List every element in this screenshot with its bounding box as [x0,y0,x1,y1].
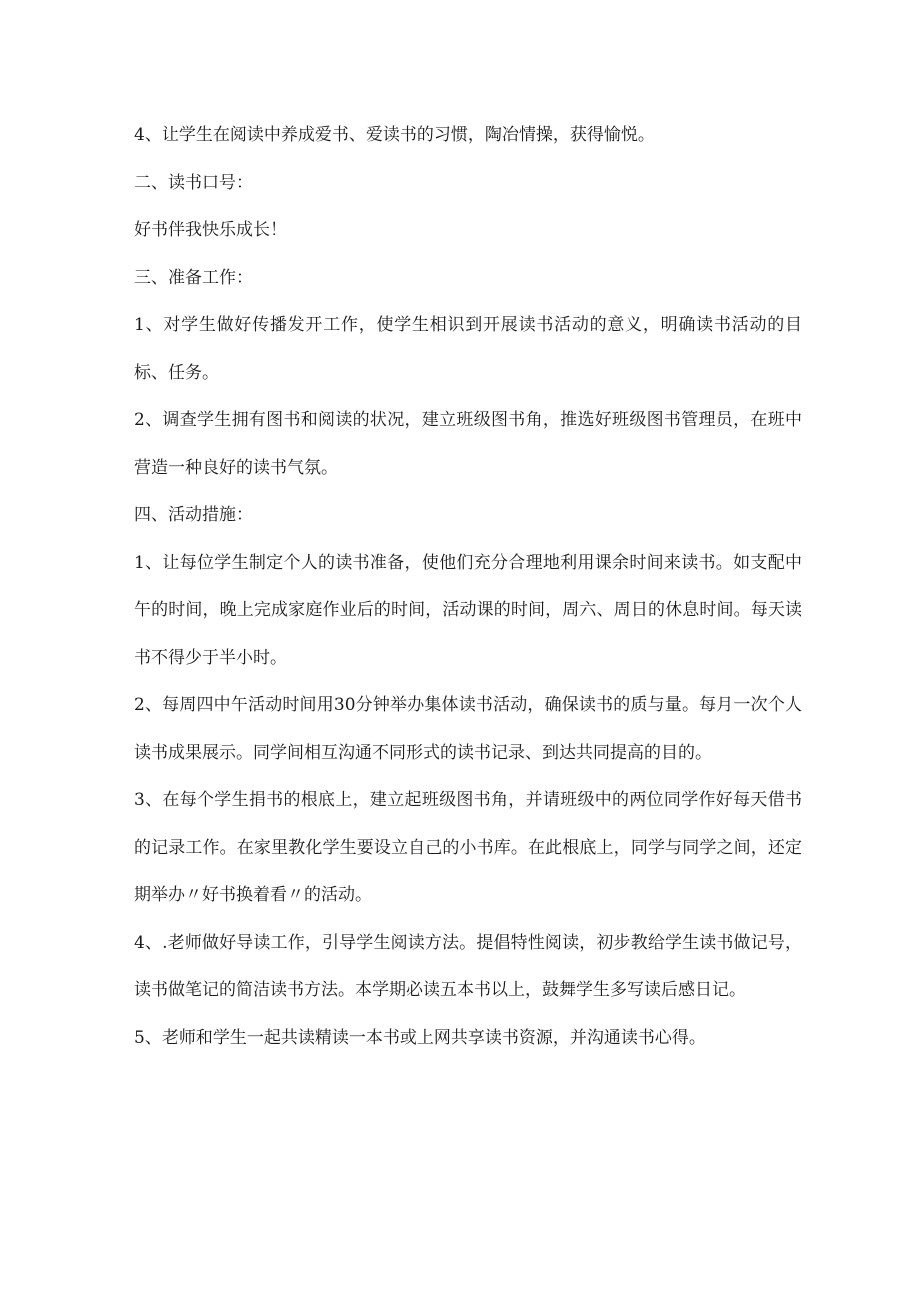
heading-preparation: 三、准备工作： [134,267,253,288]
heading-reading-slogan: 二、读书口号： [134,172,253,193]
document-body [134,112,802,1062]
paragraph-prep-2: 2、调查学生拥有图书和阅读的状况，建立班级图书角，推选好班级图书管理员，在班中营造一种良好的读书气氛。 [134,410,802,478]
paragraph-goal-4: 4、让学生在阅读中养成爱书、爱读书的习惯，陶冶情操，获得愉悦。 [134,125,655,145]
paragraph-prep-1: 1、对学生做好传播发开工作，使学生相识到开展读书活动的意义，明确读书活动的目标、任务。 [134,315,802,383]
paragraph-measure-1: 1、让每位学生制定个人的读书准备，使他们充分合理地利用课余时间来读书。如支配中午的时间，晚上完成家庭作业后的时间，活动课的时间，周六、周日的休息时间。每天读书不得少于半小时。 [134,552,802,668]
heading-activity-measures: 四、活动措施： [134,505,253,525]
paragraph-measure-4: 4、.老师做好导读工作，引导学生阅读方法。提倡特性阅读，初步教给学生读书做记号，读书做笔记的简洁读书方法。本学期必读五本书以上，鼓舞学生多写读后感日记。 [134,932,802,1000]
paragraph-slogan: 好书伴我快乐成长！ [134,220,287,240]
paragraph-measure-5: 5、老师和学生一起共读精读一本书或上网共享读书资源，并沟通读书心得。 [134,1027,706,1048]
paragraph-measure-3: 3、在每个学生捐书的根底上，建立起班级图书角，并请班级中的两位同学作好每天借书的记录工作。在家里教化学生要设立自己的小书库。在此根底上，同学与同学之间，还定期举办〃好书换着看〃的活动。 [134,790,802,905]
paragraph-measure-2: 2、每周四中午活动时间用30分钟举办集体读书活动，确保读书的质与量。每月一次个人读书成果展示。同学间相互沟通不同形式的读书记录、到达共同提高的目的。 [134,695,802,763]
